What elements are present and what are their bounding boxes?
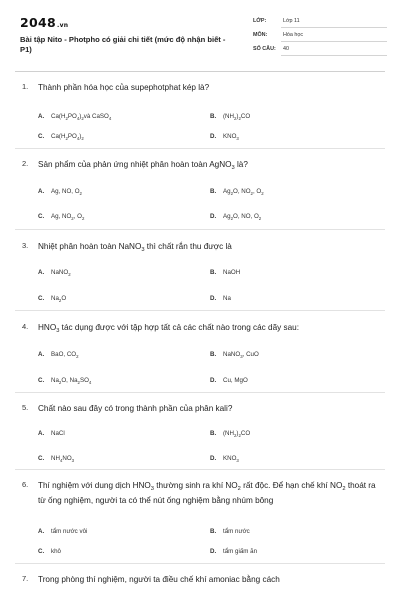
question-number: 5. xyxy=(22,403,29,412)
option-letter: A. xyxy=(38,113,45,120)
meta-class-row xyxy=(253,18,393,30)
document-title: Bài tập Nito - Photpho có giải chi tiết (mức độ nhận biết - P1) xyxy=(20,35,226,54)
question-stem: Thành phần hóa học của supephotphat kép là? xyxy=(38,83,210,92)
option-letter: C. xyxy=(38,295,45,302)
answer-option-c[interactable] xyxy=(38,455,74,462)
answer-option-b[interactable] xyxy=(210,188,264,195)
option-text: $Na_2O$ xyxy=(51,295,67,303)
answer-option-b[interactable] xyxy=(210,528,250,535)
option-letter: C. xyxy=(38,133,45,140)
question-number: 7. xyxy=(22,574,29,583)
option-text: tẩm nước xyxy=(223,528,250,535)
answer-option-c[interactable] xyxy=(38,213,84,220)
option-text: NaOH xyxy=(223,269,241,276)
meta-underline xyxy=(281,41,387,42)
answer-option-d[interactable] xyxy=(210,295,231,302)
option-letter: B. xyxy=(210,430,217,437)
answer-option-c[interactable] xyxy=(38,377,91,384)
question-divider xyxy=(15,148,385,149)
option-text: $NH_4NO_3$ xyxy=(51,455,75,463)
option-text: Ag, $NO_2$, $O_2$ xyxy=(51,213,85,221)
option-text: $(NH_2)_2CO$ xyxy=(223,113,251,121)
option-text: khô xyxy=(51,548,61,555)
meta-underline xyxy=(281,27,387,28)
option-letter: D. xyxy=(210,455,217,462)
document-header xyxy=(0,0,400,66)
answer-option-c[interactable] xyxy=(38,548,61,555)
meta-count-key: SỐ CÂU: xyxy=(253,46,276,52)
question-divider xyxy=(15,392,385,393)
option-text: $KNO_3$ xyxy=(223,133,239,141)
option-text: tẩm nước vôi xyxy=(51,528,88,535)
answer-option-a[interactable] xyxy=(38,528,87,535)
question-divider xyxy=(15,563,385,564)
header-divider xyxy=(15,71,385,72)
answer-option-c[interactable] xyxy=(38,295,66,302)
logo-text: 2048 xyxy=(20,15,56,30)
meta-count-value: 40 xyxy=(283,46,289,52)
option-text: Na xyxy=(223,295,231,302)
answer-option-a[interactable] xyxy=(38,188,82,195)
option-text: $Na_2O$, $Na_2SO_4$ xyxy=(51,377,92,385)
option-letter: A. xyxy=(38,528,45,535)
option-letter: D. xyxy=(210,377,217,384)
question-divider xyxy=(15,469,385,470)
option-letter: A. xyxy=(38,188,45,195)
site-logo[interactable] xyxy=(20,15,68,30)
option-letter: C. xyxy=(38,377,45,384)
meta-count-row xyxy=(253,46,393,58)
question-number: 4. xyxy=(22,322,29,331)
answer-option-a[interactable] xyxy=(38,430,65,437)
meta-subject-key: MÔN: xyxy=(253,32,268,38)
question-stem: Trong phòng thí nghiệm, người ta điều chế khí amoniac bằng cách xyxy=(38,575,280,584)
meta-class-key: LỚP: xyxy=(253,18,267,24)
option-letter: B. xyxy=(210,188,217,195)
option-letter: A. xyxy=(38,430,45,437)
question-number: 6. xyxy=(22,480,29,489)
option-letter: B. xyxy=(210,351,217,358)
option-text: $Ca(H_2PO_4)_2và$ CaSO$_4$ xyxy=(51,113,112,121)
question-divider xyxy=(15,310,385,311)
answer-option-d[interactable] xyxy=(210,213,261,220)
meta-class-value: Lớp 11 xyxy=(283,18,300,24)
answer-option-b[interactable] xyxy=(210,113,250,120)
option-letter: D. xyxy=(210,213,217,220)
question-number: 2. xyxy=(22,159,29,168)
answer-option-d[interactable] xyxy=(210,133,239,140)
answer-option-a[interactable] xyxy=(38,351,79,358)
option-letter: D. xyxy=(210,295,217,302)
option-letter: D. xyxy=(210,548,217,555)
question-number: 3. xyxy=(22,241,29,250)
meta-subject-value: Hóa học xyxy=(283,32,304,38)
option-text: NaNO$_3$, CuO xyxy=(223,351,259,359)
question-stem: Thí nghiệm với dung dịch $HNO_3$ thường sinh ra khí $NO_2$ rất độc. Để hạn chế khí $NO_2$ thoát ra từ ống nghiệm, người ta có thể nút ống nghiệm bằng nhúm bông xyxy=(38,481,376,505)
option-text: BaO, $CO_2$ xyxy=(51,351,79,359)
option-letter: C. xyxy=(38,213,45,220)
option-text: Ag, NO, $O_2$ xyxy=(51,188,82,196)
option-letter: A. xyxy=(38,269,45,276)
option-text: NaNO$_2$ xyxy=(51,269,71,277)
question-divider xyxy=(15,229,385,230)
answer-option-b[interactable] xyxy=(210,430,250,437)
option-text: tẩm giấm ăn xyxy=(223,548,258,555)
question-stem: Nhiệt phân hoàn toàn NaNO$_3$ thì chất rắn thu được là xyxy=(38,242,232,253)
option-text: $Ag_2O$, NO, $O_2$ xyxy=(223,213,262,221)
option-text: NaCl xyxy=(51,430,65,437)
answer-option-a[interactable] xyxy=(38,113,111,120)
question-stem: $HNO_3$ tác dụng được với tập hợp tất cả các chất nào trong các dãy sau: xyxy=(38,323,300,334)
option-letter: B. xyxy=(210,269,217,276)
option-letter: C. xyxy=(38,548,45,555)
answer-option-b[interactable] xyxy=(210,269,240,276)
option-letter: B. xyxy=(210,528,217,535)
answer-option-a[interactable] xyxy=(38,269,71,276)
logo-domain: .vn xyxy=(57,22,69,29)
question-stem: Sản phẩm của phản ứng nhiệt phân hoàn toàn AgNO$_3$ là? xyxy=(38,160,248,171)
answer-option-c[interactable] xyxy=(38,133,84,140)
answer-option-d[interactable] xyxy=(210,455,239,462)
option-letter: A. xyxy=(38,351,45,358)
question-stem: Chất nào sau đây có trong thành phần của phân kali? xyxy=(38,404,233,413)
question-number: 1. xyxy=(22,82,29,91)
option-text: Cu, MgO xyxy=(223,377,248,384)
option-text: $Ag_2O$, $NO_2$, $O_2$ xyxy=(223,188,264,196)
answer-option-b[interactable] xyxy=(210,351,259,358)
option-text: $Ca(H_2PO_4)_2$ xyxy=(51,133,84,141)
option-letter: D. xyxy=(210,133,217,140)
answer-option-d[interactable] xyxy=(210,377,248,384)
meta-subject-row xyxy=(253,32,393,44)
option-letter: B. xyxy=(210,113,217,120)
option-text: $KNO_3$ xyxy=(223,455,239,463)
answer-option-d[interactable] xyxy=(210,548,257,555)
option-letter: C. xyxy=(38,455,45,462)
option-text: $(NH_2)_2CO$ xyxy=(223,430,251,438)
meta-underline xyxy=(281,55,387,56)
